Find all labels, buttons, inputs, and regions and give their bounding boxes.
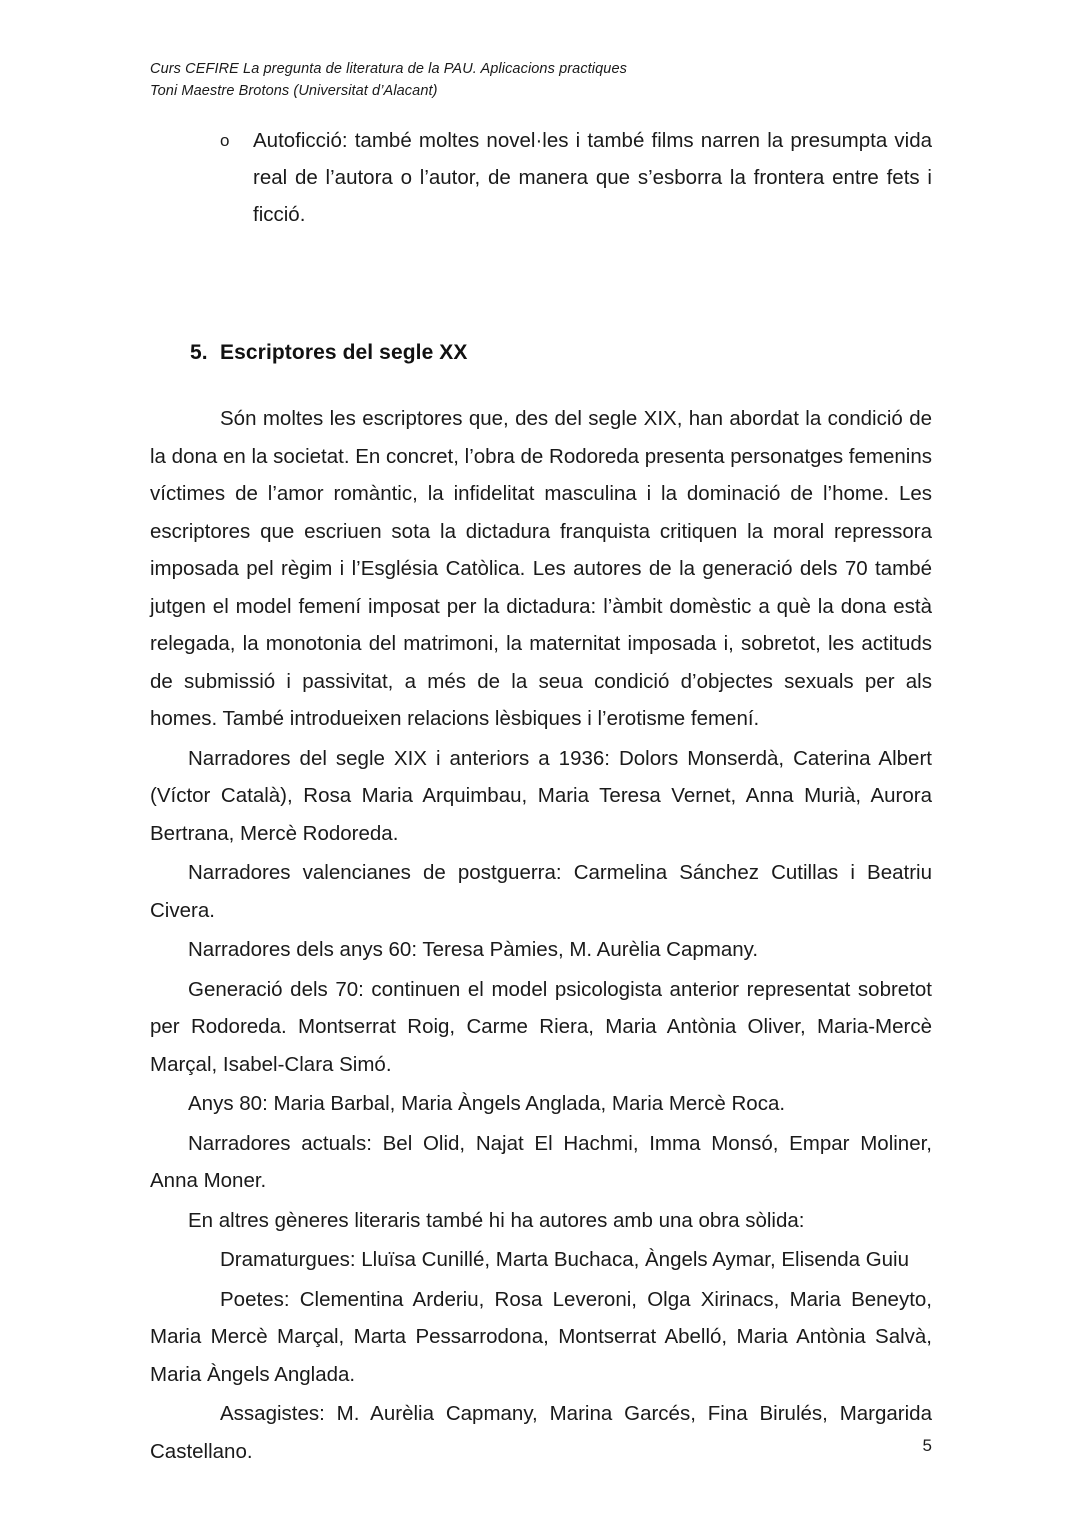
list-item-text: Autoficció: també moltes novel·les i també films narren la presumpta vida real de l’autora o l’autor, de manera que s’esborra la frontera entre fets i ficció. bbox=[253, 129, 932, 226]
paragraph-altres-generes: En altres gèneres literaris també hi ha autores amb una obra sòlida: bbox=[188, 1208, 805, 1232]
paragraph-intro: Són moltes les escriptores que, des del segle XIX, han abordat la condició de la dona en la societat. En concret, l’obra de Rodoreda presenta personatges femenins víctimes de l’amor romàntic, la infidelitat masculina i la dominació de l’home. Les escriptores que escriuen sota la dictadura franquista critiquen la moral repressora imposada pel règim i l’Església Catòlica. Les autores de la generació dels 70 també jutgen el model femení imposat per la dictadura: l’àmbit domèstic a què la dona està relegada, la monotonia del matrimoni, la maternitat imposada i, sobretot, les actituds de submissió i passivitat, a més de la seua condició d’objectes sexuals per als homes. També introdueixen relacions lèsbiques i l’erotisme femení. bbox=[150, 407, 932, 730]
paragraph-narradores-valencianes: Narradores valencianes de postguerra: Carmelina Sánchez Cutillas i Beatriu Civera. bbox=[150, 861, 932, 922]
paragraph-narradores-anys-60: Narradores dels anys 60: Teresa Pàmies, M. Aurèlia Capmany. bbox=[188, 938, 759, 961]
section-title: Escriptores del segle XX bbox=[220, 341, 468, 364]
section-number: 5. bbox=[190, 341, 208, 364]
page-number: 5 bbox=[922, 1436, 932, 1455]
circle-bullet-icon: o bbox=[220, 131, 230, 150]
document-body bbox=[150, 122, 932, 1470]
paragraph-generacio-dels-70: Generació dels 70: continuen el model psicologista anterior representat sobretot per Rodoreda. Montserrat Roig, Carme Riera, Maria Antònia Oliver, Maria-Mercè Marçal, Isabel-Clara Simó. bbox=[150, 977, 932, 1076]
paragraph-assagistes: Assagistes: M. Aurèlia Capmany, Marina Garcés, Fina Birulés, Margarida Castellano. bbox=[150, 1402, 932, 1463]
section-heading-escriptores-segle-xx bbox=[150, 336, 932, 370]
paragraph-narradores-segle-xix: Narradores del segle XIX i anteriors a 1936: Dolors Monserdà, Caterina Albert (Víctor Català), Rosa Maria Arquimbau, Maria Teresa Vernet, Anna Murià, Aurora Bertrana, Mercè Rodoreda. bbox=[150, 746, 932, 845]
header-line-author: Toni Maestre Brotons (Universitat d’Alacant) bbox=[150, 83, 438, 99]
list-item-autoficcio bbox=[150, 122, 932, 233]
document-running-header bbox=[150, 58, 940, 102]
paragraph-poetes: Poetes: Clementina Arderiu, Rosa Leveroni, Olga Xirinacs, Maria Beneyto, Maria Mercè Marçal, Marta Pessarrodona, Montserrat Abelló, Maria Antònia Salvà, Maria Àngels Anglada. bbox=[150, 1287, 932, 1386]
paragraph-dramaturgues: Dramaturgues: Lluïsa Cunillé, Marta Buchaca, Àngels Aymar, Elisenda Guiu bbox=[220, 1248, 910, 1271]
paragraph-narradores-actuals: Narradores actuals: Bel Olid, Najat El Hachmi, Imma Monsó, Empar Moliner, Anna Moner. bbox=[150, 1131, 932, 1192]
paragraph-anys-80: Anys 80: Maria Barbal, Maria Àngels Anglada, Maria Mercè Roca. bbox=[188, 1092, 786, 1115]
header-line-course: Curs CEFIRE La pregunta de literatura de la PAU. Aplicacions practiques bbox=[150, 61, 627, 77]
